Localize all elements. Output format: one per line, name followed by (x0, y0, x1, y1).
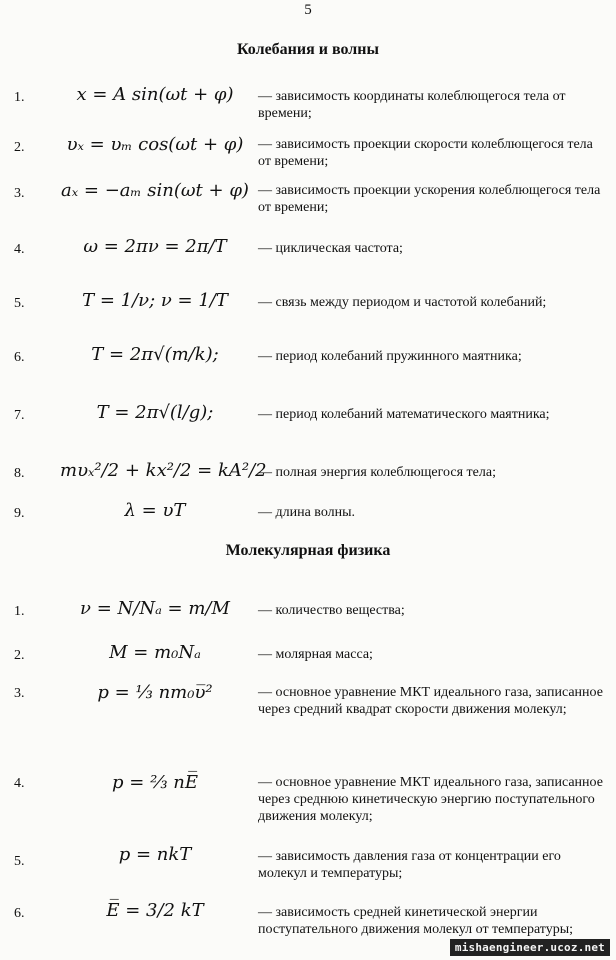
formula: ω = 2πν = 2π/T (83, 236, 227, 257)
formula: mυₓ²/2 + kx²/2 = kA²/2 (60, 460, 267, 481)
item-number: 5. (14, 296, 25, 311)
item-description: — зависимость давления газа от концентрации его молекул и температуры; (258, 849, 561, 881)
section-title-oscillations: Колебания и волны (237, 41, 379, 58)
item-number: 6. (14, 350, 25, 365)
item-description: — полная энергия колеблющегося тела; (258, 465, 496, 480)
formula: E̅ = 3/2 kT (106, 900, 204, 921)
item-description: — количество вещества; (258, 603, 405, 618)
formula: λ = υT (124, 500, 186, 521)
item-description: — длина волны. (258, 505, 356, 520)
watermark: mishaengineer.ucoz.net (450, 939, 610, 956)
item-description: — период колебаний математического маятника; (258, 407, 550, 422)
formula: p = ⅔ nE̅ (112, 772, 198, 793)
item-number: 6. (14, 906, 25, 921)
formula: υₓ = υₘ cos(ωt + φ) (66, 134, 244, 155)
formula: p = ⅓ nm₀υ̅² (97, 682, 213, 703)
item-number: 4. (14, 776, 25, 791)
item-number: 4. (14, 242, 25, 257)
item-number: 9. (14, 506, 25, 521)
item-description: — зависимость средней кинетической энергии поступательного движения молекул от температуры; (258, 905, 574, 937)
item-description: — зависимость координаты колеблющегося тела от времени; (258, 89, 566, 121)
item-number: 2. (14, 648, 25, 663)
item-number: 8. (14, 466, 25, 481)
item-number: 1. (14, 90, 25, 105)
item-number: 3. (14, 186, 25, 201)
item-description: — основное уравнение МКТ идеального газа, записанное через среднюю кинетическую энергию поступательного движения молекул; (258, 775, 603, 824)
formula: ν = N/Nₐ = m/M (80, 598, 230, 619)
item-number: 7. (14, 408, 25, 423)
item-description: — период колебаний пружинного маятника; (258, 349, 522, 364)
item-number: 5. (14, 854, 25, 869)
formula: x = A sin(ωt + φ) (76, 84, 234, 105)
item-description: — молярная масса; (258, 647, 373, 662)
item-description: — зависимость проекции скорости колеблющегося тела от времени; (258, 137, 593, 169)
item-description: — связь между периодом и частотой колебаний; (258, 295, 547, 310)
formula: T = 2π√(m/k); (91, 344, 219, 365)
page-number: 5 (304, 2, 312, 18)
formula: T = 1/ν; ν = 1/T (82, 290, 228, 311)
section-title-molecular: Молекулярная физика (225, 542, 391, 559)
item-number: 1. (14, 604, 25, 619)
item-number: 3. (14, 686, 25, 701)
item-description: — циклическая частота; (258, 241, 403, 256)
item-number: 2. (14, 140, 25, 155)
formula: M = m₀Nₐ (109, 642, 201, 663)
formula: p = nkT (118, 844, 192, 865)
formula: aₓ = −aₘ sin(ωt + φ) (61, 180, 249, 201)
formula: T = 2π√(l/g); (96, 402, 214, 423)
item-description: — основное уравнение МКТ идеального газа, записанное через средний квадрат скорости движения молекул; (258, 685, 603, 717)
item-description: — зависимость проекции ускорения колеблющегося тела от времени; (258, 183, 601, 215)
